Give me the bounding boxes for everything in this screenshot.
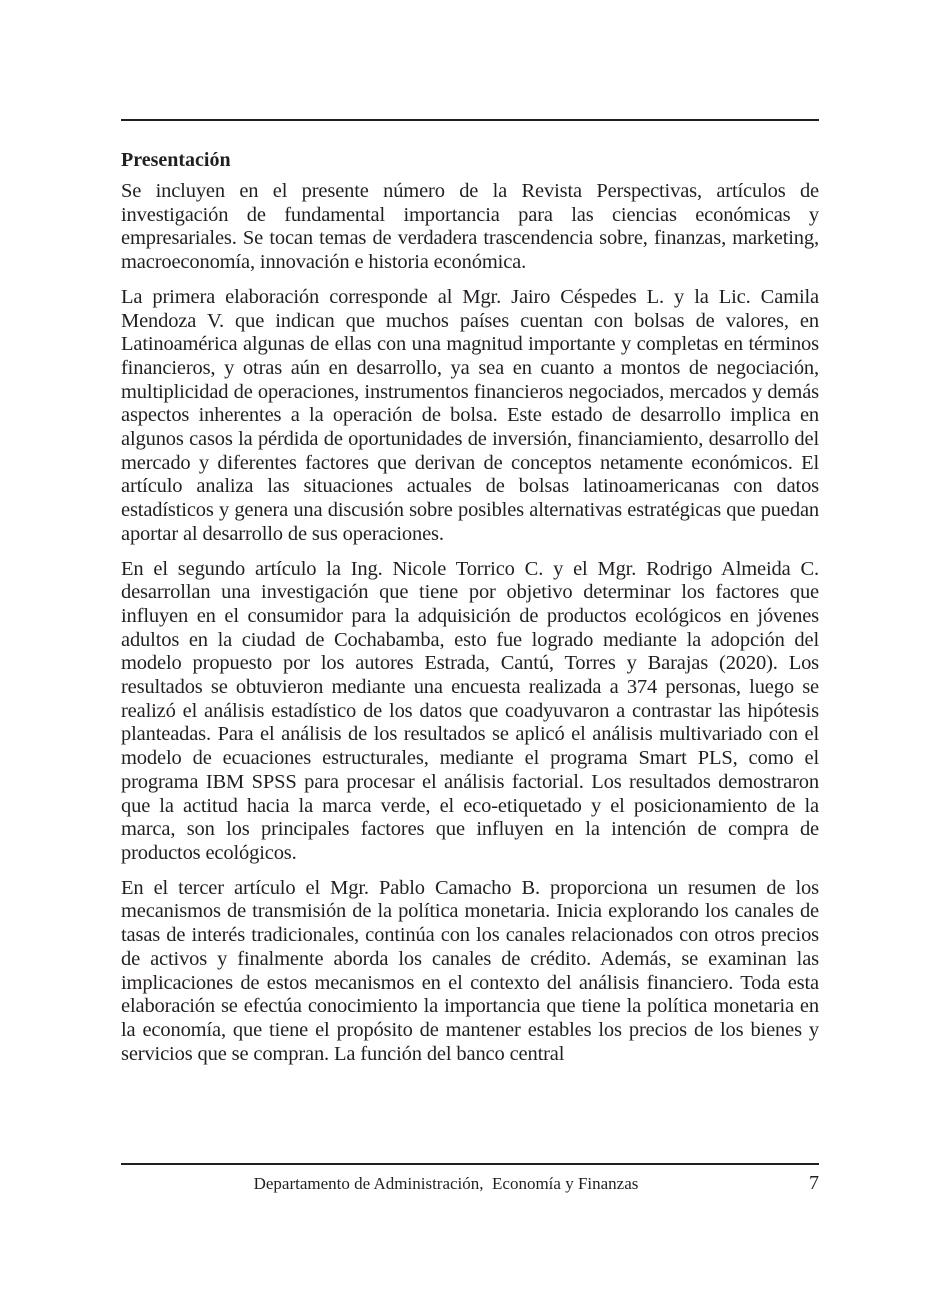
paragraph-intro: Se incluyen en el presente número de la Revista Perspectivas, artículos de investigación de fundamental importancia para las ciencias económicas y empresariales. Se tocan temas de verdadera trascendencia sobre, finanzas, marketing, macroeconomía, innovación e historia económica.: [121, 180, 819, 274]
page-body: [121, 146, 819, 1077]
paragraph-third-article: En el tercer artículo el Mgr. Pablo Camacho B. proporciona un resumen de los mecanismos de transmisión de la política monetaria. Inicia explorando los canales de tasas de interés tradicionales, continúa con los canales relacionados con otros precios de activos y finalmente aborda los canales de crédito. Además, se examinan las implicaciones de estos mecanismos en el contexto del análisis financiero. Toda esta elaboración se efectúa conocimiento la importancia que tiene la política monetaria en la economía, que tiene el propósito de mantener estables los precios de los bienes y servicios que se compran. La función del banco central: [121, 876, 819, 1065]
footer-department: Departamento de Administración, Economía y Finanzas: [253, 1174, 639, 1193]
header-rule: [121, 119, 819, 121]
footer-rule: [121, 1163, 819, 1165]
page-number: 7: [809, 1172, 819, 1194]
paragraph-first-article: La primera elaboración corresponde al Mgr. Jairo Céspedes L. y la Lic. Camila Mendoza V. que indican que muchos países cuentan con bolsas de valores, en Latinoamérica algunas de ellas con una magnitud importante y completas en términos financieros, y otras aún en desarrollo, ya sea en cuanto a montos de negociación, multiplicidad de operaciones, instrumentos financieros negociados, mercados y demás aspectos inherentes a la operación de bolsa. Este estado de desarrollo implica en algunos casos la pérdida de oportunidades de inversión, financiamiento, desarrollo del mercado y diferentes factores que derivan de conceptos netamente económicos. El artículo analiza las situaciones actuales de bolsas latinoamericanas con datos estadísticos y genera una discusión sobre posibles alternativas estratégicas que puedan aportar al desarrollo de sus operaciones.: [121, 285, 819, 545]
paragraph-second-article: En el segundo artículo la Ing. Nicole Torrico C. y el Mgr. Rodrigo Almeida C. desarrollan una investigación que tiene por objetivo determinar los factores que influyen en el consumidor para la adquisición de productos ecológicos en jóvenes adultos en la ciudad de Cochabamba, esto fue logrado mediante la adopción del modelo propuesto por los autores Estrada, Cantú, Torres y Barajas (2020). Los resultados se obtuvieron mediante una encuesta realizada a 374 personas, luego se realizó el análisis estadístico de los datos que coadyuvaron a contrastar las hipótesis planteadas. Para el análisis de los resultados se aplicó el análisis multivariado con el modelo de ecuaciones estructurales, mediante el programa Smart PLS, como el programa IBM SPSS para procesar el análisis factorial. Los resultados demostraron que la actitud hacia la marca verde, el eco-etiquetado y el posicionamiento de la marca, son los principales factores que influyen en la intención de compra de productos ecológicos.: [121, 557, 819, 864]
section-title: Presentación: [121, 149, 231, 171]
